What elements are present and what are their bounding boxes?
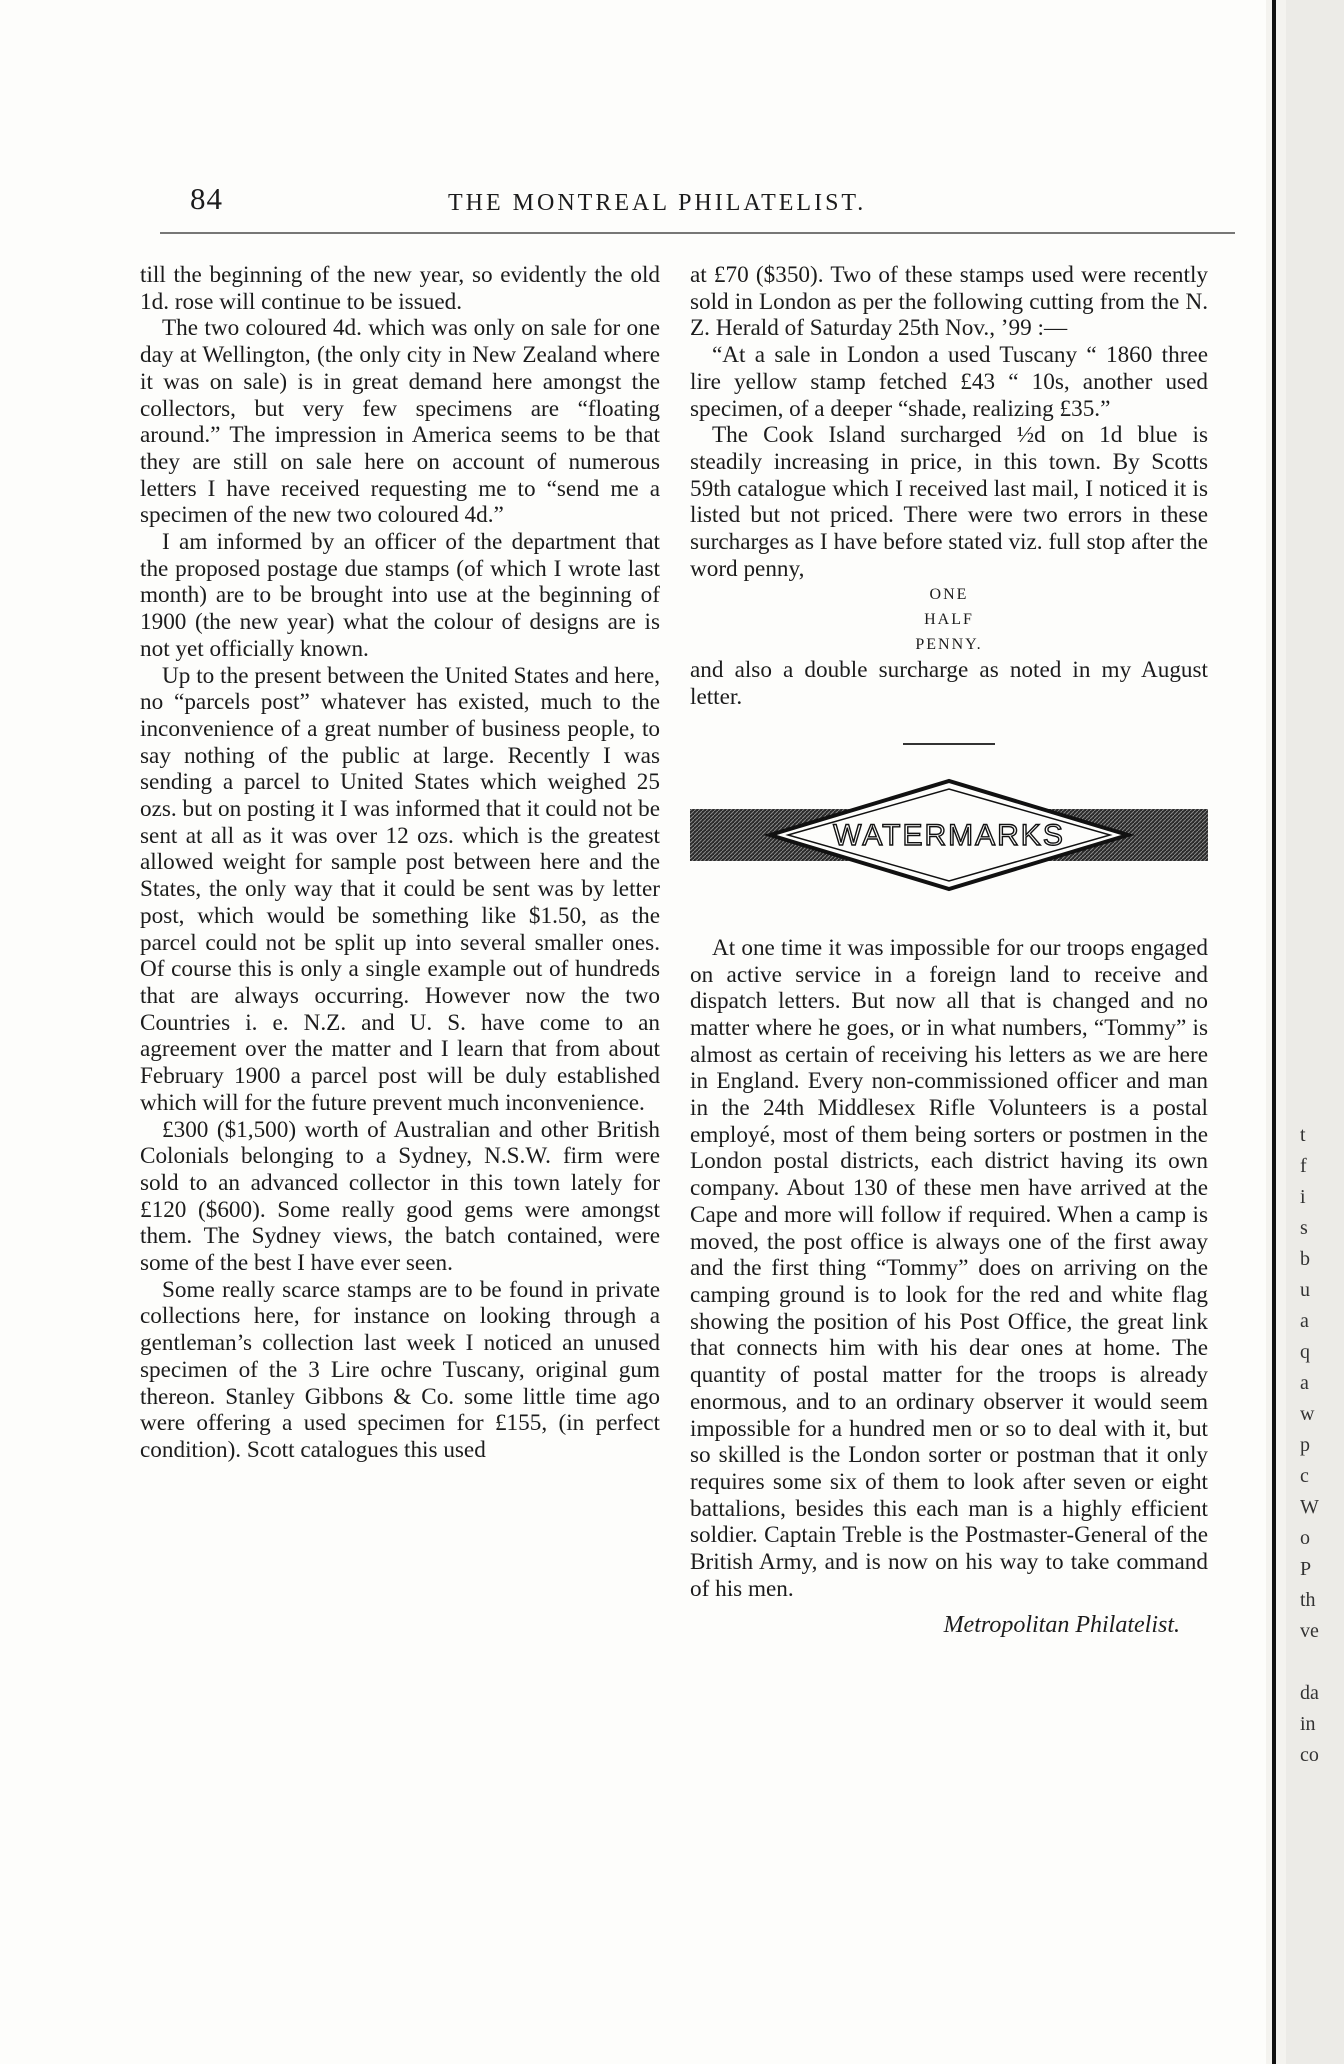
right-paragraph-1: at £70 ($350). Two of these stamps used were recently sold in London as per the following cutting from the N. Z. Herald of Saturday 25th Nov., ’99 :— [690, 262, 1208, 342]
running-title: THE MONTREAL PHILATELIST. [448, 190, 867, 216]
header-rule [160, 232, 1235, 234]
margin-fragment: da [1300, 1682, 1319, 1704]
margin-fragment: u [1300, 1279, 1310, 1301]
right-paragraph-3: and also a double surcharge as noted in my August letter. [690, 657, 1208, 711]
left-paragraph-3: I am informed by an officer of the department that the proposed postage due stamps (of which I wrote last month) are to be brought into use at the beginning of 1900 (the new year) what the colour of designs are is not yet officially known. [140, 529, 660, 662]
left-paragraph-4: Up to the present between the United States and here, no “parcels post” whatever has existed, much to the inconvenience of a great number of business people, to say nothing of the public at large. Recently I was sending a parcel to United States which weighed 25 ozs. but on posting it I was informed that it could not be sent at all as it was over 12 ozs. which is the greatest allowed weight for sample post between here and the States, the only way that it could be sent was by letter post, which would be something like $1.50, as the parcel could not be split up into several smaller ones. Of course this is only a single example out of hundreds that are always occurring. However now the two Countries i. e. N.Z. and U. S. have come to an agreement over the matter and I learn that from about February 1900 a parcel post will be duly established which will for the future prevent much inconvenience. [140, 662, 660, 1116]
margin-fragment: a [1300, 1372, 1309, 1394]
section-divider [903, 743, 995, 745]
surcharge-line-3: PENNY. [915, 636, 983, 654]
margin-fragment: o [1300, 1527, 1310, 1549]
page-number: 84 [190, 181, 223, 216]
left-paragraph-2: The two coloured 4d. which was only on sale for one day at Wellington, (the only city in New Zealand where it was on sale) is in great demand here amongst the collectors, but very few specimens are “floating around.” The impression in America seems to be that they are still on sale here on account of numerous letters I have received requesting me to “send me a specimen of the new two coloured 4d.” [140, 315, 660, 529]
surcharge-line-1: ONE [929, 586, 969, 604]
signature: Metropolitan Philatelist. [943, 1612, 1180, 1639]
margin-fragment: p [1300, 1434, 1310, 1456]
watermarks-banner [690, 775, 1208, 895]
surcharge-line-2: HALF [924, 611, 974, 629]
watermarks-banner-art [690, 775, 1208, 895]
left-paragraph-5: £300 ($1,500) worth of Australian and other British Colonials belonging to a Sydney, N.S.W. firm were sold to an advanced collector in this town lately for £120 ($600). Some really good gems were amongst them. The Sydney views, the batch contained, were some of the best I have ever seen. [140, 1116, 660, 1277]
right-paragraph-2: The Cook Island surcharged ½d on 1d blue is steadily increasing in price, in this town. By Scotts 59th catalogue which I received last mail, I noticed it is listed but not priced. There were two errors in these surcharges as I have before stated viz. full stop after the word penny, [690, 422, 1208, 582]
margin-fragment: W [1300, 1496, 1319, 1518]
margin-fragment: b [1300, 1248, 1310, 1270]
right-paragraph-4: At one time it was impossible for our troops engaged on active service in a foreign land to receive and dispatch letters. But now all that is changed and no matter where he goes, or in what numbers, “Tommy” is almost as certain of receiving his letters as we are here in England. Every non-commissioned officer and man in the 24th Middlesex Rifle Volunteers is a postal employé, most of them being sorters or postmen in the London postal districts, each district having its own company. About 130 of these men have arrived at the Cape and more will follow if required. When a camp is moved, the post office is always one of the first away and the first thing “Tommy” does on arriving on the camping ground is to look for the red and white flag showing the position of his Post Office, the great link that connects him with his dear ones at home. The quantity of postal matter for the troops is already enormous, and to an ordinary observer it would seem impossible for a hundred men or so to deal with it, but so skilled is the London sorter or postman that it only requires some six of them to look after seven or eight battalions, besides this each man is a highly efficient soldier. Captain Treble is the Postmaster-General of the British Army, and is now on his way to take command of his men. [690, 934, 1208, 1602]
margin-fragment: s [1300, 1217, 1308, 1239]
banner-title: WATERMARKS [833, 818, 1065, 852]
left-paragraph-6: Some really scarce stamps are to be found in private collections here, for instance on looking through a gentleman’s collection last week I noticed an unused specimen of the 3 Lire ochre Tuscany, original gum thereon. Stanley Gibbons & Co. some little time ago were offering a used specimen for £155, (in perfect condition). Scott catalogues this used [140, 1276, 660, 1463]
margin-fragment: c [1300, 1465, 1309, 1487]
news-quote: “At a sale in London a used Tuscany “ 1860 three lire yellow stamp fetched £43 “ 10s, another used specimen, of a deeper “shade, realizing £35.” [690, 342, 1208, 422]
margin-fragment [1300, 1647, 1344, 1678]
margin-fragment: in [1300, 1713, 1316, 1735]
margin-fragment: P [1300, 1558, 1312, 1580]
left-paragraph-1: till the beginning of the new year, so evidently the old 1d. rose will continue to be issued. [140, 262, 660, 315]
margin-fragment: t [1300, 1124, 1306, 1146]
margin-fragment: co [1300, 1744, 1319, 1766]
margin-fragment: f [1300, 1155, 1307, 1177]
page-edge-shadow [1272, 0, 1276, 2064]
margin-fragment: i [1300, 1186, 1306, 1208]
margin-fragment: w [1300, 1403, 1315, 1425]
left-column [140, 262, 660, 1464]
margin-fragment: ve [1300, 1620, 1319, 1642]
margin-fragment: th [1300, 1589, 1316, 1611]
facing-page-fragments [1300, 1120, 1344, 1771]
margin-fragment: a [1300, 1310, 1309, 1332]
right-column [690, 262, 1208, 1639]
margin-fragment: q [1300, 1341, 1310, 1363]
